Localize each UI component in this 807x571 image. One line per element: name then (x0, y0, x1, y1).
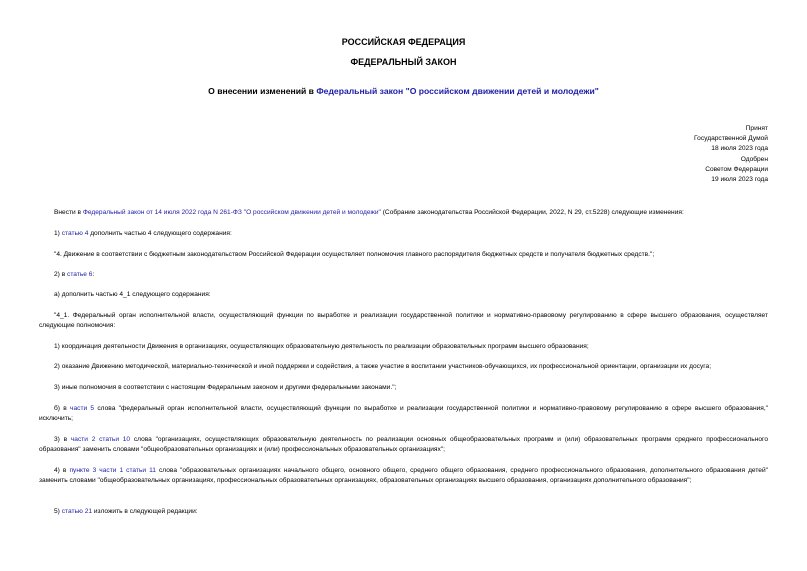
quote-part-4-1: "4_1. Федеральный орган исполнительной власти, осуществляющий функции по выработке и реализации государственной политики и нормативно-правовому регулированию в сфере высшего образования, осуществляет следующие полномочия: (39, 312, 768, 329)
intro-paragraph (39, 208, 768, 218)
intro-text-post: (Собрание законодательства Российской Федерации, 2022, N 29, ст.5228) следующие изменения: (380, 209, 684, 216)
item-4-pre: 4) в (54, 467, 70, 474)
item-5-number: 5) (54, 508, 62, 515)
article-10-part-2-link[interactable]: части 2 статьи 10 (70, 436, 131, 443)
item-3-text: слова "организациях, осуществляющих образовательную деятельность по реализации основных общеобразовательных программ и (или) образовательных программ среднего профессионального образования" заменить словами "общеобразовательных организациях и (или) профессиональных образовательных организациях"; (39, 436, 768, 453)
law-title-link[interactable]: Федеральный закон "О российском движении детей и молодежи" (316, 86, 599, 96)
item-1-text: дополнить частью 4 следующего содержания: (88, 230, 232, 237)
item-2-text: : (92, 271, 95, 278)
country-heading: РОССИЙСКАЯ ФЕДЕРАЦИЯ (341, 37, 466, 47)
adoption-approved: Одобрен (740, 155, 768, 163)
item-5 (39, 507, 768, 517)
article-11-link[interactable]: пункте 3 части 1 статьи 11 (69, 467, 156, 474)
item-1 (39, 229, 768, 239)
item-1-number: 1) (54, 230, 62, 237)
item-3 (39, 435, 768, 455)
item-4-text: слова "образовательных организациях начального общего, основного общего, среднего общего образования, среднего профессионального образования, дополнительного образования детей" заменить словами "общеобразовательных организациях, профессиональных образовательных организациях, образовательных организациях высшего образования, организациях дополнительного образования"; (39, 467, 768, 484)
adoption-duma-date: 18 июля 2023 года (711, 145, 768, 153)
item-2b-text: слова "федеральный орган исполнительной власти, осуществляющий функции по выработке и реализации государственной политики и нормативно-правовому регулированию в сфере высшего образования," исключить; (39, 405, 769, 422)
article-6-link[interactable]: статье 6 (67, 271, 93, 278)
article-21-link[interactable]: статью 21 (61, 508, 93, 515)
item-2a: а) дополнить частью 4_1 следующего содержания: (54, 291, 211, 298)
item-2b (39, 404, 768, 424)
law-title (0, 86, 807, 96)
item-2b-pre: б) в (54, 405, 71, 412)
intro-text-pre: Внести в (54, 209, 83, 216)
quote-part-4: "4. Движение в соответствии с бюджетным законодательством Российской Федерации осуществляет полномочия главного распорядителя бюджетных средств и получателя бюджетных средств."; (54, 251, 655, 258)
subitem-2: 2) оказание Движению методической, материально-технической и иной поддержки и содействия, а также участие в воспитании участников-обучающихся, их профессиональной ориентации, организации их досуга; (54, 363, 712, 370)
adoption-council: Советом Федерации (705, 165, 768, 173)
part-5-link[interactable]: части 5 (70, 405, 95, 412)
adoption-council-date: 19 июля 2023 года (711, 176, 768, 184)
adoption-duma: Государственной Думой (694, 135, 768, 143)
subitem-3: 3) иные полномочия в соответствии с настоящим Федеральным законом и другими федеральными законами."; (54, 384, 397, 391)
item-3-pre: 3) в (54, 436, 71, 443)
document-type-heading: ФЕДЕРАЛЬНЫЙ ЗАКОН (350, 57, 457, 67)
item-2-number: 2) в (54, 271, 68, 278)
article-4-link[interactable]: статью 4 (61, 230, 89, 237)
intro-law-link[interactable]: Федеральный закон от 14 июля 2022 года N 261-ФЗ "О российском движении детей и молодежи" (82, 209, 381, 216)
subitem-1: 1) координация деятельности Движения в организациях, осуществляющих образовательную деятельность по реализации образовательных программ высшего образования; (54, 343, 589, 350)
item-5-text: изложить в следующей редакции: (92, 508, 198, 515)
adoption-accepted: Принят (745, 125, 768, 132)
law-title-prefix: О внесении изменений в (208, 86, 317, 96)
item-4 (39, 466, 768, 486)
adoption-block (694, 124, 768, 185)
item-2 (39, 270, 768, 280)
